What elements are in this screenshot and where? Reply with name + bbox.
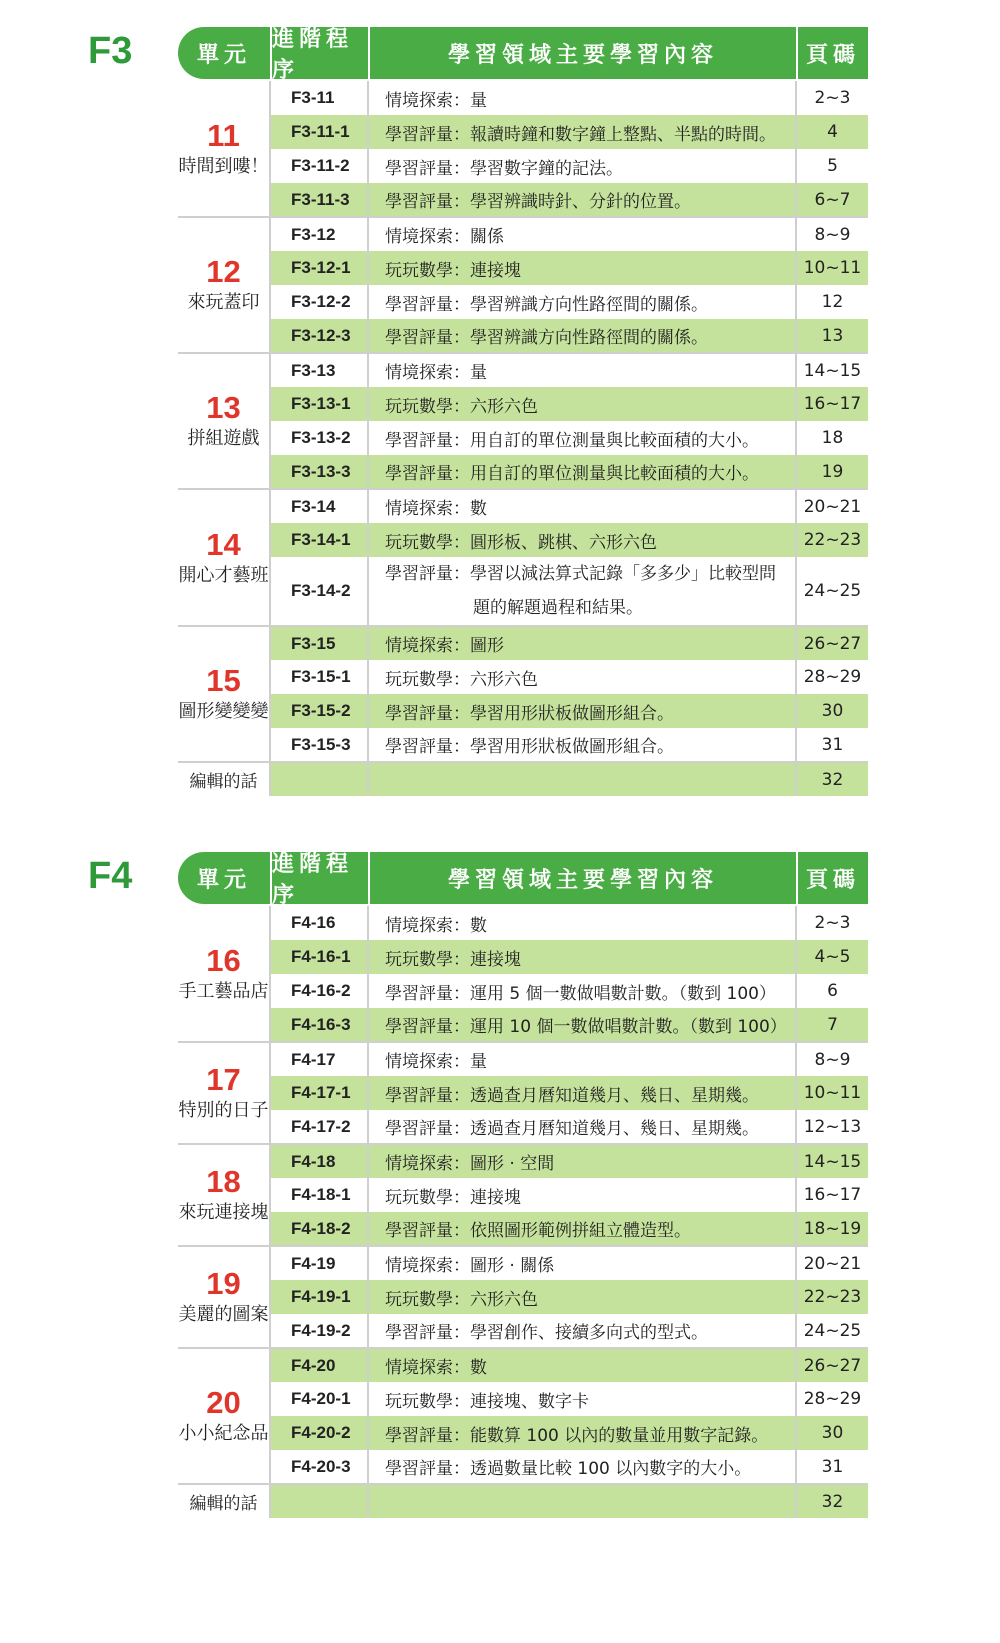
content-description: 學習評量：運用 10 個一數做唱數計數。（數到 100） (368, 1008, 796, 1042)
sequence-code: F4-18 (270, 1144, 368, 1178)
table-row (178, 285, 868, 319)
unit-number: 12 (206, 254, 241, 289)
table-row (178, 217, 868, 251)
editor-sequence-empty (270, 1484, 368, 1518)
page-number: 14~15 (796, 353, 868, 387)
unit-number: 13 (206, 390, 241, 425)
page-number: 26~27 (796, 1348, 868, 1382)
content-description: 學習評量：學習用形狀板做圖形組合。 (368, 694, 796, 728)
header-sequence: 進階程序 (270, 852, 368, 904)
editor-content-empty (368, 1484, 796, 1518)
editor-row (178, 1484, 868, 1518)
table-row (178, 1042, 868, 1076)
content-description: 學習評量：學習辨識時針、分針的位置。 (368, 183, 796, 217)
sequence-code: F3-12-2 (270, 285, 368, 319)
sequence-code: F4-16-2 (270, 974, 368, 1008)
unit-name: 手工藝品店 (178, 980, 269, 1002)
unit-name: 拼組遊戲 (187, 428, 260, 449)
sequence-code: F4-17-2 (270, 1110, 368, 1144)
content-description: 學習評量：運用 5 個一數做唱數計數。（數到 100） (368, 974, 796, 1008)
sequence-code: F3-11-3 (270, 183, 368, 217)
page-number: 6~7 (796, 183, 868, 217)
editor-content-empty (368, 762, 796, 796)
table-row (178, 455, 868, 489)
unit-number: 18 (206, 1164, 241, 1199)
table-row (178, 557, 868, 626)
unit-number: 20 (206, 1385, 241, 1420)
content-description: 情境探索：圖形 · 空間 (368, 1144, 796, 1178)
editor-page-number: 32 (796, 762, 868, 796)
sequence-code: F4-20 (270, 1348, 368, 1382)
unit-name: 美麗的圖案 (178, 1304, 269, 1325)
editor-sequence-empty (270, 762, 368, 796)
table-row (178, 1314, 868, 1348)
page-number: 30 (796, 1416, 868, 1450)
sequence-code: F3-15-3 (270, 728, 368, 762)
content-line-1: 學習評量：學習以減法算式記錄「多多少」比較型問 (385, 564, 776, 584)
table-row (178, 1008, 868, 1042)
table-row (178, 626, 868, 660)
sequence-code: F3-12 (270, 217, 368, 251)
sequence-code: F3-14-1 (270, 523, 368, 557)
page-number: 24~25 (796, 1314, 868, 1348)
content-description: 玩玩數學：圓形板、跳棋、六形六色 (368, 523, 796, 557)
sequence-code: F4-19-1 (270, 1280, 368, 1314)
table-row (178, 1280, 868, 1314)
page-number: 13 (796, 319, 868, 353)
page-number: 20~21 (796, 489, 868, 523)
table-row (178, 81, 868, 115)
table-header (178, 852, 868, 908)
content-description: 玩玩數學：連接塊 (368, 940, 796, 974)
header-sequence: 進階程序 (270, 27, 368, 79)
table-row (178, 353, 868, 387)
unit-cell (178, 626, 270, 762)
table-row (178, 1144, 868, 1178)
sequence-code: F4-20-2 (270, 1416, 368, 1450)
content-description: 情境探索：量 (368, 81, 796, 115)
unit-number: 14 (206, 526, 241, 562)
header-unit: 單元 (196, 42, 251, 68)
content-description: 情境探索：數 (368, 906, 796, 940)
sequence-code: F3-11-1 (270, 115, 368, 149)
table-row (178, 694, 868, 728)
unit-cell (178, 489, 270, 626)
sequence-code: F4-18-2 (270, 1212, 368, 1246)
sequence-code: F3-15-1 (270, 660, 368, 694)
sequence-code: F4-16-1 (270, 940, 368, 974)
page-number: 6 (796, 974, 868, 1008)
content-description: 學習評量：學習辨識方向性路徑間的關係。 (368, 319, 796, 353)
table-header (178, 27, 868, 83)
table-row (178, 1076, 868, 1110)
sequence-code: F3-14-2 (270, 557, 368, 626)
editor-note-label: 編輯的話 (189, 1494, 258, 1514)
page-number: 2~3 (796, 81, 868, 115)
editor-note-label: 編輯的話 (189, 772, 258, 792)
table-row (178, 319, 868, 353)
unit-number: 11 (207, 117, 240, 153)
content-description: 學習評量：用自訂的單位測量與比較面積的大小。 (368, 421, 796, 455)
page-number: 22~23 (796, 1280, 868, 1314)
unit-cell (178, 1042, 270, 1144)
unit-cell (178, 1144, 270, 1246)
table-row (178, 1246, 868, 1280)
page-number: 4 (796, 115, 868, 149)
page-number: 31 (796, 728, 868, 762)
sequence-code: F3-13-2 (270, 421, 368, 455)
unit-number: 15 (206, 663, 241, 698)
sequence-code: F4-16-3 (270, 1008, 368, 1042)
page-number: 8~9 (796, 217, 868, 251)
unit-cell (178, 353, 270, 489)
content-description: 學習評量：透過數量比較 100 以內數字的大小。 (368, 1450, 796, 1484)
content-description: 學習評量：透過查月曆知道幾月、幾日、星期幾。 (368, 1110, 796, 1144)
table-row (178, 1450, 868, 1484)
table-row (178, 728, 868, 762)
content-description (368, 557, 796, 626)
page-number: 24~25 (796, 557, 868, 626)
sequence-code: F3-11-2 (270, 149, 368, 183)
page-number: 18~19 (796, 1212, 868, 1246)
unit-number: 19 (206, 1266, 241, 1301)
unit-name: 時間到嘍！ (178, 155, 269, 177)
content-description: 玩玩數學：連接塊 (368, 251, 796, 285)
unit-name: 特別的日子 (178, 1100, 269, 1121)
sequence-code: F4-19-2 (270, 1314, 368, 1348)
toc-table (178, 81, 868, 796)
unit-number: 16 (206, 942, 241, 978)
table-row (178, 1416, 868, 1450)
unit-name: 來玩蓋印 (187, 292, 260, 313)
unit-cell (178, 217, 270, 353)
sequence-code: F3-13 (270, 353, 368, 387)
content-description: 學習評量：學習辨識方向性路徑間的關係。 (368, 285, 796, 319)
page-number: 7 (796, 1008, 868, 1042)
table-row (178, 149, 868, 183)
page-number: 22~23 (796, 523, 868, 557)
page-number: 5 (796, 149, 868, 183)
table-row (178, 1212, 868, 1246)
page-number: 30 (796, 694, 868, 728)
page-number: 28~29 (796, 1382, 868, 1416)
page-number: 19 (796, 455, 868, 489)
content-description: 學習評量：能數算 100 以內的數量並用數字記錄。 (368, 1416, 796, 1450)
content-description: 情境探索：圖形 (368, 626, 796, 660)
unit-cell (178, 906, 270, 1042)
sequence-code: F3-11 (270, 81, 368, 115)
page-number: 10~11 (796, 251, 868, 285)
sequence-code: F4-19 (270, 1246, 368, 1280)
page-number: 8~9 (796, 1042, 868, 1076)
table-row (178, 1110, 868, 1144)
table-row (178, 1348, 868, 1382)
header-unit: 單元 (196, 867, 251, 893)
page-number: 2~3 (796, 906, 868, 940)
content-description: 玩玩數學：六形六色 (368, 387, 796, 421)
sequence-code: F4-17 (270, 1042, 368, 1076)
content-description: 學習評量：學習用形狀板做圖形組合。 (368, 728, 796, 762)
sequence-code: F4-18-1 (270, 1178, 368, 1212)
page-number: 26~27 (796, 626, 868, 660)
page-number: 16~17 (796, 1178, 868, 1212)
unit-name: 小小紀念品 (178, 1423, 269, 1444)
sequence-code: F3-13-1 (270, 387, 368, 421)
sequence-code: F4-16 (270, 906, 368, 940)
sequence-code: F3-12-3 (270, 319, 368, 353)
content-description: 情境探索：量 (368, 1042, 796, 1076)
unit-name: 開心才藝班 (178, 564, 269, 586)
editor-row (178, 762, 868, 796)
page-number: 14~15 (796, 1144, 868, 1178)
header-page: 頁碼 (796, 27, 868, 79)
content-description: 玩玩數學：六形六色 (368, 660, 796, 694)
page-number: 10~11 (796, 1076, 868, 1110)
page-number: 12~13 (796, 1110, 868, 1144)
header-page: 頁碼 (796, 852, 868, 904)
table-row (178, 1382, 868, 1416)
page-number: 20~21 (796, 1246, 868, 1280)
page-number: 16~17 (796, 387, 868, 421)
sequence-code: F3-15-2 (270, 694, 368, 728)
unit-name: 來玩連接塊 (178, 1202, 269, 1223)
content-description: 玩玩數學：六形六色 (368, 1280, 796, 1314)
sequence-code: F4-20-3 (270, 1450, 368, 1484)
table-row (178, 251, 868, 285)
content-description: 玩玩數學：連接塊、數字卡 (368, 1382, 796, 1416)
table-row (178, 974, 868, 1008)
header-content: 學習領域主要學習內容 (368, 27, 796, 79)
content-description: 學習評量：學習數字鐘的記法。 (368, 149, 796, 183)
table-row (178, 115, 868, 149)
section-label: F4 (88, 855, 133, 897)
table-row (178, 489, 868, 523)
content-description: 學習評量：學習創作、接續多向式的型式。 (368, 1314, 796, 1348)
page-number: 28~29 (796, 660, 868, 694)
toc-table (178, 906, 868, 1518)
table-row (178, 660, 868, 694)
content-description: 學習評量：用自訂的單位測量與比較面積的大小。 (368, 455, 796, 489)
table-row (178, 1178, 868, 1212)
content-description: 情境探索：量 (368, 353, 796, 387)
unit-cell (178, 1348, 270, 1484)
content-description: 學習評量：報讀時鐘和數字鐘上整點、半點的時間。 (368, 115, 796, 149)
unit-cell (178, 81, 270, 217)
sequence-code: F4-20-1 (270, 1382, 368, 1416)
content-description: 學習評量：透過查月曆知道幾月、幾日、星期幾。 (368, 1076, 796, 1110)
page-number: 4~5 (796, 940, 868, 974)
page-number: 12 (796, 285, 868, 319)
table-row (178, 906, 868, 940)
content-description: 情境探索：圖形 · 關係 (368, 1246, 796, 1280)
content-line-2: 題的解題過程和結果。 (473, 598, 643, 618)
table-row (178, 421, 868, 455)
table-row (178, 523, 868, 557)
content-description: 情境探索：關係 (368, 217, 796, 251)
page-number: 18 (796, 421, 868, 455)
unit-name: 圖形變變變 (178, 701, 269, 722)
sequence-code: F3-12-1 (270, 251, 368, 285)
table-row (178, 387, 868, 421)
table-row (178, 940, 868, 974)
content-description: 玩玩數學：連接塊 (368, 1178, 796, 1212)
sequence-code: F3-13-3 (270, 455, 368, 489)
content-description: 情境探索：數 (368, 489, 796, 523)
content-description: 學習評量：依照圖形範例拼組立體造型。 (368, 1212, 796, 1246)
sequence-code: F3-15 (270, 626, 368, 660)
unit-cell (178, 1246, 270, 1348)
section-label: F3 (88, 30, 133, 72)
sequence-code: F4-17-1 (270, 1076, 368, 1110)
sequence-code: F3-14 (270, 489, 368, 523)
editor-page-number: 32 (796, 1484, 868, 1518)
content-description: 情境探索：數 (368, 1348, 796, 1382)
table-row (178, 183, 868, 217)
page-number: 31 (796, 1450, 868, 1484)
unit-number: 17 (206, 1062, 241, 1097)
header-content: 學習領域主要學習內容 (368, 852, 796, 904)
